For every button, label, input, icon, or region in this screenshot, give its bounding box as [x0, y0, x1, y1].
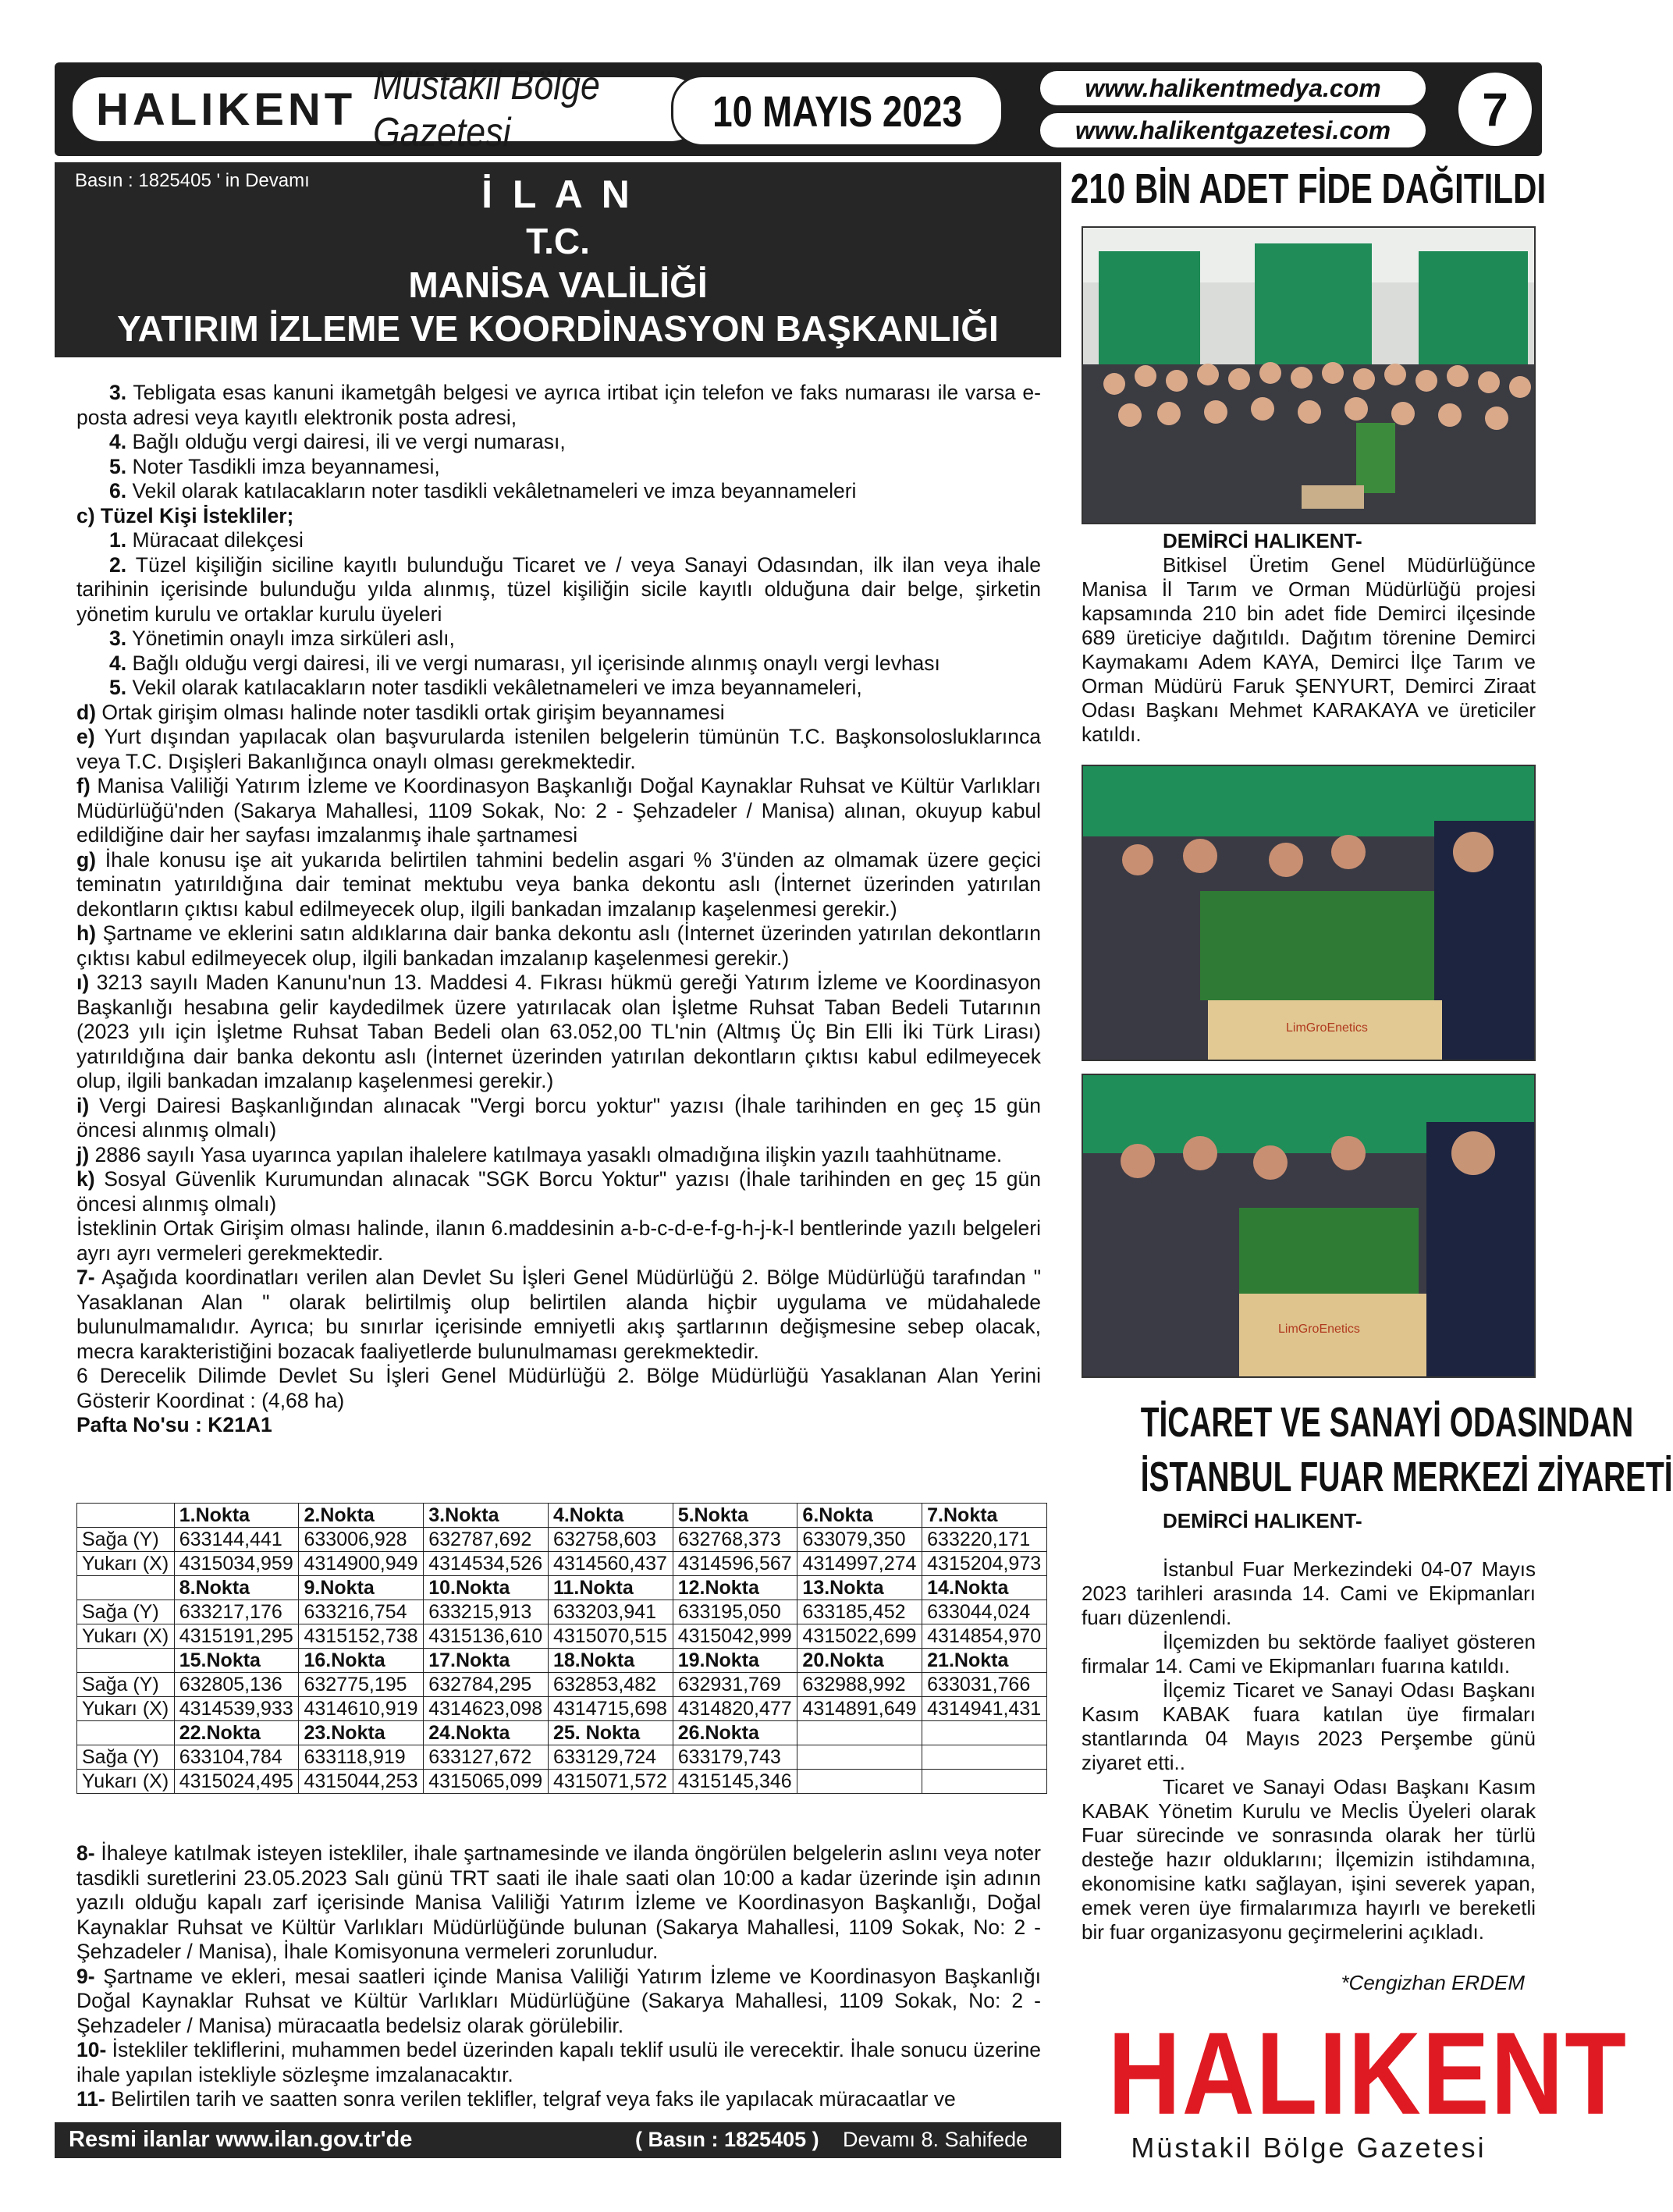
table-header-cell: 25. Nokta	[548, 1721, 673, 1745]
row-label-cell: Sağa (Y)	[77, 1528, 175, 1552]
body-paragraph: Bağlı olduğu vergi dairesi, ili ve vergi numarası,	[126, 430, 566, 453]
item-number: 2.	[109, 552, 127, 577]
basin-label: Basın : 1825405 ' in Devamı	[75, 170, 310, 191]
table-header-cell: 15.Nokta	[174, 1649, 299, 1673]
ilan-tc: T.C.	[526, 221, 590, 261]
table-header-cell: 8.Nokta	[174, 1576, 299, 1600]
spacer	[1082, 1533, 1536, 1557]
table-cell: 4315136,610	[424, 1624, 549, 1649]
table-cell: 633215,913	[424, 1600, 549, 1624]
table-row	[77, 1528, 1047, 1552]
table-cell: 4315204,973	[922, 1552, 1047, 1576]
body-paragraph: Aşağıda koordinatları verilen alan Devlet Su İşleri Genel Müdürlüğü 2. Bölge Müdürlüğü tarafından " Yasaklanan Alan " olarak belirtilmiş olup belirtilen alanda hiçbir uygulama ve müdahalede bulunulmamalıdır. Ayrıca; bu sınırlar içerisinde emniyetli akış şartlarının değişmesine sebep olacak, mecra karakteristiğini bozacak faaliyetlerde bulunulmaması gerekmektedir.	[76, 1266, 1041, 1363]
website-link-1[interactable]: www.halikentmedya.com	[1085, 73, 1381, 102]
table-row	[77, 1745, 1047, 1770]
table-header-cell: 1.Nokta	[174, 1504, 299, 1528]
body-paragraph: Şartname ve eklerini satın aldıklarına dair banka dekontu aslı (İnternet üzerinden yatırılan dekontların çıktısı kabul edilmeyecek olup, ilgili bankadan imzalanıp kaşelenmesi gerekir.)	[76, 921, 1041, 970]
body-paragraph: Şartname ve ekleri, mesai saatleri içinde Manisa Valiliği Yatırım İzleme ve Koordinasyon Başkanlığı Doğal Kaynaklar Ruhsat ve Kültür Varlıkları Müdürlüğüne (Sakarya Mahallesi, 1109 Sokak, No: 2 - Şehzadeler / Manisa) müracaatla bedelsiz olarak görülebilir.	[76, 1964, 1041, 2037]
table-cell: 4314941,431	[922, 1697, 1047, 1721]
body-paragraph: Vekil olarak katılacakların noter tasdikli vekâletnameleri ve imza beyannameleri,	[126, 676, 862, 699]
table-header-cell: 16.Nokta	[299, 1649, 424, 1673]
item-label: 10-	[76, 2038, 107, 2061]
fide-photo-2	[1082, 1074, 1536, 1378]
table-cell: 632784,295	[424, 1673, 549, 1697]
page-number: 7	[1482, 83, 1508, 136]
date-pill	[671, 75, 1003, 147]
table-header-cell: 19.Nokta	[673, 1649, 797, 1673]
halikent-logo	[1075, 2008, 1628, 2164]
table-cell: 632805,136	[174, 1673, 299, 1697]
body-paragraph: Sosyal Güvenlik Kurumundan alınacak "SGK Borcu Yoktur" yazısı (İhale tarihinden en geç 15 gün öncesi alınmış olmalı)	[76, 1167, 1041, 1216]
table-cell	[797, 1745, 922, 1770]
item-number: 1.	[109, 528, 127, 552]
news2-author: *Cengizhan ERDEM	[1341, 1971, 1525, 1994]
body-paragraph: 3213 sayılı Maden Kanunu'nun 13. Maddesi 4. Fıkrası hükmü gereği Yatırım İzleme ve Koordinasyon Başkanlığı hesabına gelir kaydedilmek üzere yatırılacak olan İşletme Ruhsat Taban Bedeli Tutarının (2023 yılı için İşletme Ruhsat Taban Bedeli olan 63.052,00 TL'nin (Altmış Üç Bin Elli İki Türk Lirası) yatırıldığına dair banka dekontu aslı (İnternet üzerinden yatırılan dekontların çıktısı kabul edilmeyecek olup, ilgili bankadan imzalanıp kaşelenmesi gerekir.)	[76, 971, 1041, 1092]
body-paragraph: Ortak girişim olması halinde noter tasdikli ortak girişim beyannamesi	[96, 700, 725, 724]
news2-paragraph-3: İlçemiz Ticaret ve Sanayi Odası Başkanı Kasım KABAK fuara katılan üye firmaları stantlarında 04 Mayıs 2023 Perşembe günü ziyaret etti..	[1082, 1678, 1536, 1774]
item-number: 5.	[109, 676, 127, 699]
table-header-cell: 24.Nokta	[424, 1721, 549, 1745]
table-cell: 632988,992	[797, 1673, 922, 1697]
table-header-cell: 17.Nokta	[424, 1649, 549, 1673]
table-header-cell: 14.Nokta	[922, 1576, 1047, 1600]
news2-paragraph-2: İlçemizden bu sektörde faaliyet gösteren firmalar 14. Cami ve Ekipmanları fuarına katıldı.	[1082, 1630, 1536, 1678]
news1-title	[1071, 162, 1547, 215]
url-pill-1[interactable]	[1038, 69, 1428, 108]
table-cell: 4315191,295	[174, 1624, 299, 1649]
item-number: 6.	[109, 479, 127, 502]
table-header-cell: 18.Nokta	[548, 1649, 673, 1673]
table-cell: 4314560,437	[548, 1552, 673, 1576]
row-label-cell: Sağa (Y)	[77, 1673, 175, 1697]
table-row	[77, 1552, 1047, 1576]
table-cell: 633217,176	[174, 1600, 299, 1624]
table-header-row	[77, 1721, 1047, 1745]
table-header-cell: 7.Nokta	[922, 1504, 1047, 1528]
table-header-cell: 22.Nokta	[174, 1721, 299, 1745]
box-brand-label: LimGroEnetics	[1278, 1323, 1360, 1336]
body-paragraph: Yurt dışından yapılacak olan başvurularda istenilen belgelerin tümünün T.C. Başkonsolosluklarınca veya T.C. Dışişleri Bakanlığınca onaylı olması gerekmektedir.	[76, 725, 1041, 773]
table-header-cell: 20.Nokta	[797, 1649, 922, 1673]
group-photo-image	[1083, 228, 1534, 523]
table-cell: 4315034,959	[174, 1552, 299, 1576]
table-cell: 4314623,098	[424, 1697, 549, 1721]
news1-headline: 210 BİN ADET FİDE DAĞITILDI	[1071, 165, 1547, 212]
table-cell: 4314715,698	[548, 1697, 673, 1721]
table-corner-cell	[77, 1649, 175, 1673]
section-heading: c) Tüzel Kişi İstekliler;	[76, 503, 294, 527]
ilan-header	[55, 162, 1061, 357]
table-row	[77, 1697, 1047, 1721]
body-paragraph: Manisa Valiliği Yatırım İzleme ve Koordinasyon Başkanlığı Doğal Kaynaklar Ruhsat ve Kültür Varlıkları Müdürlüğü'nden (Sakarya Mahallesi, 1109 Sokak, No: 2 - Şehzadeler / Manisa) alınan, okuyup kabul edildiğine dair her sayfası imzalanmış ihale şartnamesi	[76, 774, 1041, 847]
ilan-baskanlik: YATIRIM İZLEME VE KOORDİNASYON BAŞKANLIĞI	[117, 308, 999, 349]
table-cell: 4314534,526	[424, 1552, 549, 1576]
footer-continued: Devamı 8. Sahifede	[843, 2128, 1028, 2151]
table-cell: 633195,050	[673, 1600, 797, 1624]
news1-dateline: DEMİRCİ HALIKENT-	[1163, 529, 1362, 552]
table-cell: 4315024,495	[174, 1770, 299, 1794]
table-cell: 4315070,515	[548, 1624, 673, 1649]
news1-text: Bitkisel Üretim Genel Müdürlüğünce Manisa İl Tarım ve Orman Müdürlüğü projesi kapsamında 210 bin adet fide Demirci ilçesinde 689 üreticiye dağıtıldı. Dağıtım törenine Demirci Kaymakamı Adem KAYA, Demirci İlçe Tarım ve Orman Müdürü Faruk ŞENYURT, Demirci Ziraat Odası Başkanı Mehmet KARAKAYA ve üreticiler katıldı.	[1082, 553, 1536, 746]
fide-photo-1	[1082, 765, 1536, 1061]
news2-dateline: DEMİRCİ HALIKENT-	[1163, 1509, 1362, 1532]
row-label-cell: Yukarı (X)	[77, 1697, 175, 1721]
table-cell: 633127,672	[424, 1745, 549, 1770]
table-header-cell: 12.Nokta	[673, 1576, 797, 1600]
table-header-cell: 2.Nokta	[299, 1504, 424, 1528]
table-cell: 633079,350	[797, 1528, 922, 1552]
table-cell: 633216,754	[299, 1600, 424, 1624]
table-header-row	[77, 1649, 1047, 1673]
body-paragraph: Yönetimin onaylı imza sirküleri aslı,	[126, 627, 455, 650]
body-paragraph: İhaleye katılmak isteyen istekliler, ihale şartnamesinde ve ilanda öngörülen belgelerin aslını veya noter tasdikli suretlerini 23.05.2023 Salı günü TRT saati ile ihale saati olan 10:00 a kadar üzerinde işin adının yazılı olduğu kapalı zarf içerisinde Manisa Valiliği Yatırım İzleme ve Koordinasyon Başkanlığı, Doğal Kaynaklar Ruhsat ve Kültür Varlıkları Müdürlüğünde bulunan (Sakarya Mahallesi, 1109 Sokak, No: 2 - Şehzadeler / Manisa), İhale Komisyonuna vermeleri zorunludur.	[76, 1841, 1041, 1963]
body-paragraph: Vergi Dairesi Başkanlığından alınacak "Vergi borcu yoktur" yazısı (İhale tarihinden en geç 15 gün öncesi alınmış olmalı)	[76, 1093, 1041, 1142]
fide-photo-1-image	[1083, 766, 1534, 1060]
row-label-cell: Yukarı (X)	[77, 1552, 175, 1576]
row-label-cell: Yukarı (X)	[77, 1770, 175, 1794]
table-header-cell: 6.Nokta	[797, 1504, 922, 1528]
table-corner-cell	[77, 1504, 175, 1528]
url-pill-2[interactable]	[1038, 111, 1428, 150]
table-cell: 4314854,970	[922, 1624, 1047, 1649]
table-cell: 632853,482	[548, 1673, 673, 1697]
pafta-number: Pafta No'su : K21A1	[76, 1413, 272, 1436]
news2-paragraph-1: İstanbul Fuar Merkezindeki 04-07 Mayıs 2023 tarihleri arasında 14. Cami ve Ekipmanları fuarı düzenlendi.	[1082, 1557, 1536, 1629]
table-cell: 4315145,346	[673, 1770, 797, 1794]
table-cell: 632787,692	[424, 1528, 549, 1552]
group-photo	[1082, 226, 1536, 524]
body-paragraph: Belirtilen tarih ve saatten sonra verilen teklifler, telgraf veya faks ile yapılacak müracaatlar ve	[105, 2087, 956, 2111]
body-paragraph: 6 Derecelik Dilimde Devlet Su İşleri Genel Müdürlüğü 2. Bölge Müdürlüğü Yasaklanan Alan Yerini Gösterir Koordinat : (4,68 ha)	[76, 1364, 1041, 1412]
item-label: h)	[76, 921, 97, 945]
item-label: i)	[76, 1093, 90, 1117]
table-corner-cell	[77, 1576, 175, 1600]
table-header-row	[77, 1576, 1047, 1600]
ilan-valilik: MANİSA VALİLİĞİ	[408, 265, 708, 305]
item-label: 9-	[76, 1964, 95, 1988]
table-row	[77, 1624, 1047, 1649]
item-label: f)	[76, 774, 91, 797]
news2-headline-1: TİCARET VE SANAYİ ODASINDAN	[1140, 1399, 1634, 1446]
table-cell: 633044,024	[922, 1600, 1047, 1624]
table-cell	[922, 1770, 1047, 1794]
table-cell: 633179,743	[673, 1745, 797, 1770]
page-number-badge	[1456, 70, 1534, 148]
table-header-cell	[922, 1721, 1047, 1745]
body-paragraph: 2886 sayılı Yasa uyarınca yapılan ihalelere katılmaya yasaklı olmadığına ilişkin yazılı taahhütname.	[89, 1142, 1003, 1166]
table-cell	[797, 1770, 922, 1794]
brand-subtitle: Müstakil Bölge Gazetesi	[373, 63, 601, 155]
table-cell: 4315071,572	[548, 1770, 673, 1794]
ilan-body	[76, 381, 1041, 1438]
masthead	[55, 62, 1542, 156]
item-number: 3.	[109, 627, 127, 650]
table-cell: 632931,769	[673, 1673, 797, 1697]
item-label: 8-	[76, 1841, 95, 1865]
table-header-cell: 13.Nokta	[797, 1576, 922, 1600]
resmi-ilanlar-link[interactable]: Resmi ilanlar www.ilan.gov.tr'de	[69, 2127, 413, 2152]
news2-headline-2: İSTANBUL FUAR MERKEZİ ZİYARETİ	[1140, 1454, 1673, 1500]
item-number: 4.	[109, 651, 127, 675]
table-header-cell: 4.Nokta	[548, 1504, 673, 1528]
table-cell: 633185,452	[797, 1600, 922, 1624]
body-paragraph: İstekliler tekliflerini, muhammen bedel üzerinden kapalı teklif usulü ile verecektir. İhale sonucu üzerine ihale yapılan istekliyle sözleşme imzalanacaktır.	[76, 2038, 1041, 2086]
table-row	[77, 1673, 1047, 1697]
news1-article	[1082, 529, 1536, 747]
table-cell: 4315065,099	[424, 1770, 549, 1794]
table-cell: 4315042,999	[673, 1624, 797, 1649]
table-header-cell: 21.Nokta	[922, 1649, 1047, 1673]
item-number: 5.	[109, 454, 127, 478]
item-label: ı)	[76, 971, 90, 994]
item-label: 7-	[76, 1266, 95, 1289]
table-corner-cell	[77, 1721, 175, 1745]
item-label: d)	[76, 700, 97, 724]
ilan-title: İ L A N	[481, 172, 634, 216]
table-cell: 4314610,919	[299, 1697, 424, 1721]
item-label: 11-	[76, 2087, 105, 2111]
body-paragraph: Vekil olarak katılacakların noter tasdikli vekâletnameleri ve imza beyannameleri	[126, 479, 857, 502]
table-cell: 633220,171	[922, 1528, 1047, 1552]
table-cell: 632768,373	[673, 1528, 797, 1552]
table-cell: 633031,766	[922, 1673, 1047, 1697]
table-cell: 633129,724	[548, 1745, 673, 1770]
news2-article	[1082, 1509, 1536, 1944]
footer-bar	[55, 2122, 1061, 2158]
table-header-cell: 10.Nokta	[424, 1576, 549, 1600]
coordinate-table	[76, 1503, 1047, 1794]
body-paragraph: Bağlı olduğu vergi dairesi, ili ve vergi numarası, yıl içerisinde alınmış onaylı vergi levhası	[126, 651, 940, 675]
news2-title	[1075, 1395, 1673, 1504]
body-paragraph: İsteklinin Ortak Girişim olması halinde, ilanın 6.maddesinin a-b-c-d-e-f-g-h-j-k-l bentlerinde yazılı belgeleri ayrı ayrı vermeleri gerekmektedir.	[76, 1216, 1041, 1265]
table-cell: 633104,784	[174, 1745, 299, 1770]
table-row	[77, 1600, 1047, 1624]
table-cell: 4314891,649	[797, 1697, 922, 1721]
item-label: k)	[76, 1167, 95, 1191]
table-header-cell: 3.Nokta	[424, 1504, 549, 1528]
table-cell: 4314596,567	[673, 1552, 797, 1576]
ilan-body-continued	[76, 1841, 1041, 2112]
table-cell	[922, 1745, 1047, 1770]
logo-wordmark: HALIKENT	[1107, 2008, 1628, 2139]
table-header-row	[77, 1504, 1047, 1528]
table-cell: 4315044,253	[299, 1770, 424, 1794]
table-cell: 4314820,477	[673, 1697, 797, 1721]
table-header-cell	[797, 1721, 922, 1745]
body-paragraph: Tebligata esas kanuni ikametgâh belgesi ve ayrıca irtibat için telefon ve faks numarası ile varsa e-posta adresi veya kayıtlı elektronik posta adresi,	[76, 381, 1041, 429]
table-header-cell: 5.Nokta	[673, 1504, 797, 1528]
row-label-cell: Yukarı (X)	[77, 1624, 175, 1649]
item-number: 3.	[109, 381, 127, 404]
fide-photo-2-image	[1083, 1075, 1534, 1376]
table-cell: 4314539,933	[174, 1697, 299, 1721]
news2-paragraph-4: Ticaret ve Sanayi Odası Başkanı Kasım KABAK Yönetim Kurulu ve Meclis Üyeleri olarak Fuar sürecinde ve sonrasında olarak her türlü desteğe hazır olduklarını; İlçemizin istihdamına, ekonomisine katkı sağlayan, işini severek yapan, emek veren üye firmalarımıza hayırlı ve bereketli bir fuar organizasyonu geçirmelerini açıkladı.	[1082, 1775, 1536, 1944]
body-paragraph: Tüzel kişiliğin siciline kayıtlı bulunduğu Ticaret ve / veya Sanayi Odasından, ilk ilan veya ihale tarihinin içerisinde bulunduğu yılda alınmış, tüzel kişiliğin sicile kayıtlı olduğuna dair belge, şirketin yönetim kurulu ve ortaklar kurulu üyeleri	[76, 552, 1041, 626]
table-cell: 632775,195	[299, 1673, 424, 1697]
table-header-cell: 23.Nokta	[299, 1721, 424, 1745]
table-header-cell: 9.Nokta	[299, 1576, 424, 1600]
table-cell: 4315022,699	[797, 1624, 922, 1649]
brand-name: HALIKENT	[96, 83, 357, 135]
table-cell: 632758,603	[548, 1528, 673, 1552]
table-row	[77, 1770, 1047, 1794]
table-cell: 4314900,949	[299, 1552, 424, 1576]
item-label: g)	[76, 847, 97, 872]
footer-basin: ( Basın : 1825405 )	[635, 2128, 819, 2151]
table-cell: 633203,941	[548, 1600, 673, 1624]
item-label: j)	[76, 1142, 90, 1166]
body-paragraph: Noter Tasdikli imza beyannamesi,	[126, 454, 440, 478]
table-cell: 633118,919	[299, 1745, 424, 1770]
table-cell: 4314997,274	[797, 1552, 922, 1576]
box-brand-label: LimGroEnetics	[1286, 1021, 1368, 1035]
row-label-cell: Sağa (Y)	[77, 1600, 175, 1624]
item-label: e)	[76, 725, 95, 748]
website-link-2[interactable]: www.halikentgazetesi.com	[1074, 115, 1391, 144]
body-paragraph: İhale konusu işe ait yukarıda belirtilen tahmini bedelin asgari % 3'ünden az olmamak üzere geçici teminatın yatırıldığına dair teminat mektubu veya banka dekontu aslı (İnternet üzerinden yatırılan dekontların çıktısı kabul edilmeyecek olup, ilgili bankadan imzalanıp kaşelenmesi gerekir.)	[76, 847, 1041, 921]
row-label-cell: Sağa (Y)	[77, 1745, 175, 1770]
body-paragraph: Müracaat dilekçesi	[126, 528, 304, 552]
logo-subtitle: Müstakil Bölge Gazetesi	[1131, 2132, 1487, 2164]
table-cell: 633006,928	[299, 1528, 424, 1552]
item-number: 4.	[109, 430, 127, 453]
brand-pill	[70, 63, 702, 155]
table-header-cell: 11.Nokta	[548, 1576, 673, 1600]
table-header-cell: 26.Nokta	[673, 1721, 797, 1745]
issue-date: 10 MAYIS 2023	[712, 86, 962, 136]
table-cell: 633144,441	[174, 1528, 299, 1552]
table-cell: 4315152,738	[299, 1624, 424, 1649]
